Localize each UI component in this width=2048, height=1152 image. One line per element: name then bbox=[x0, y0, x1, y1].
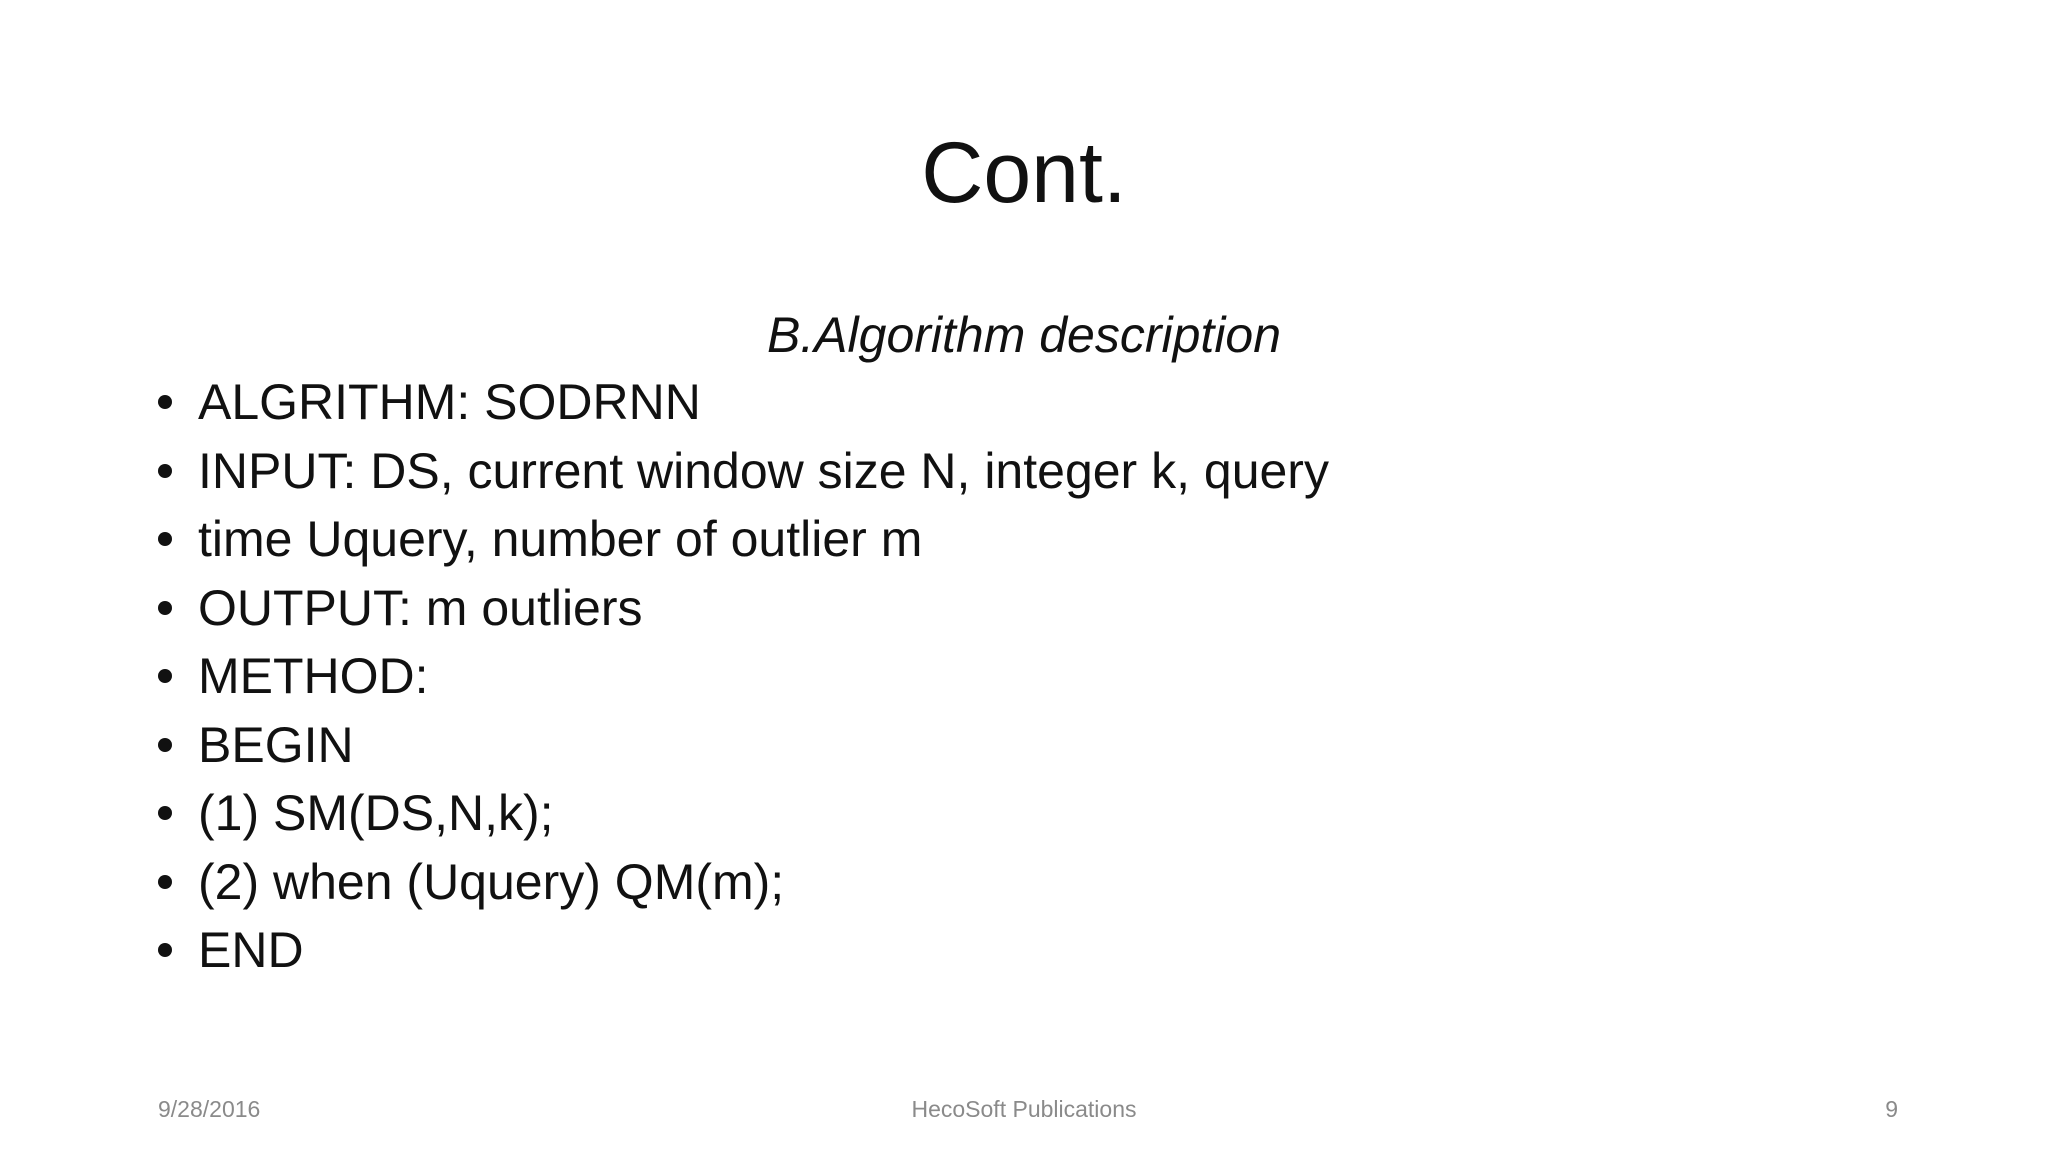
bullet-dot-icon bbox=[158, 875, 172, 889]
bullet-item bbox=[150, 711, 1329, 780]
bullet-dot-icon bbox=[158, 738, 172, 752]
bullet-dot-icon bbox=[158, 943, 172, 957]
bullet-text: (2) when (Uquery) QM(m); bbox=[198, 853, 785, 910]
bullet-dot-icon bbox=[158, 806, 172, 820]
bullet-list bbox=[150, 368, 1329, 985]
bullet-dot-icon bbox=[158, 464, 172, 478]
slide-number: 9 bbox=[1885, 1096, 1898, 1122]
bullet-item bbox=[150, 574, 1329, 643]
bullet-item bbox=[150, 916, 1329, 985]
bullet-dot-icon bbox=[158, 669, 172, 683]
bullet-text: INPUT: DS, current window size N, integer k, query bbox=[198, 442, 1329, 499]
bullet-item bbox=[150, 848, 1329, 917]
slide-title: Cont. bbox=[921, 125, 1127, 221]
bullet-item bbox=[150, 779, 1329, 848]
bullet-text: OUTPUT: m outliers bbox=[198, 579, 643, 636]
bullet-text: (1) SM(DS,N,k); bbox=[198, 785, 554, 841]
bullet-item bbox=[150, 642, 1329, 711]
bullet-item bbox=[150, 505, 1329, 574]
bullet-text: BEGIN bbox=[198, 716, 354, 773]
footer-date: 9/28/2016 bbox=[158, 1096, 261, 1122]
bullet-dot-icon bbox=[158, 395, 172, 409]
bullet-item bbox=[150, 437, 1329, 506]
slide-subtitle: B.Algorithm description bbox=[766, 307, 1282, 363]
footer-center-text: HecoSoft Publications bbox=[911, 1096, 1137, 1122]
bullet-text: time Uquery, number of outlier m bbox=[198, 511, 923, 567]
bullet-text: ALGRITHM: SODRNN bbox=[198, 374, 701, 430]
bullet-dot-icon bbox=[158, 532, 172, 546]
bullet-item bbox=[150, 368, 1329, 437]
bullet-text: METHOD: bbox=[198, 648, 429, 704]
bullet-text: END bbox=[198, 922, 304, 978]
bullet-dot-icon bbox=[158, 601, 172, 615]
